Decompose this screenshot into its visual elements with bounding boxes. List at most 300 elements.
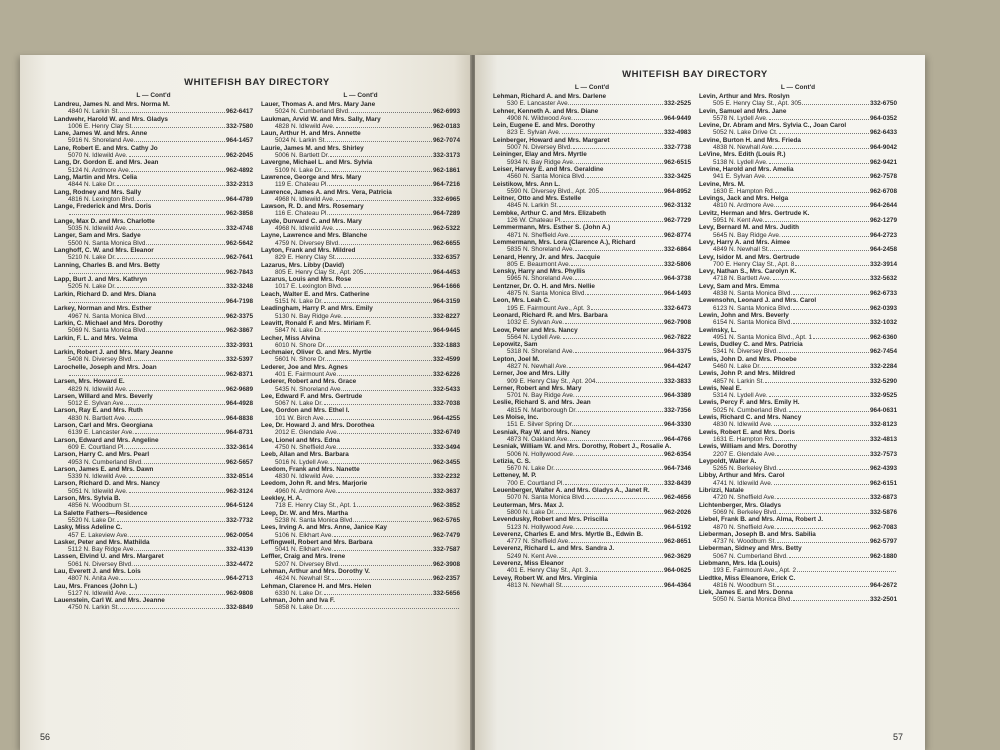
resident-name: Lichtenberger, Mrs. Gladys <box>699 501 782 509</box>
address-line <box>261 502 460 509</box>
directory-entry <box>54 407 253 422</box>
phone-number: 964-8731 <box>225 429 253 437</box>
directory-entry <box>261 305 460 320</box>
directory-entry <box>699 181 897 196</box>
directory-entry <box>261 510 460 525</box>
dot-leader <box>329 214 432 215</box>
dot-leader <box>117 287 225 288</box>
address-line <box>261 342 460 349</box>
resident-name: Lawrence, James A. and Mrs. Vera, Patricia <box>261 188 392 196</box>
phone-number: 964-4247 <box>663 362 691 370</box>
phone-number: 964-3159 <box>432 298 460 306</box>
address-line <box>699 275 897 282</box>
street-address: 1631 E. Hampton Rd. <box>713 435 775 443</box>
phone-number: 962-9421 <box>869 158 897 166</box>
phone-number: 962-4656 <box>663 494 691 502</box>
resident-name: Lepton, Joel M. <box>493 355 540 363</box>
resident-name: Leffler, Craig and Mrs. Irene <box>261 553 346 561</box>
resident-name: Levey, Robert W. and Mrs. Virginia <box>493 574 598 582</box>
directory-entry <box>493 429 691 444</box>
street-address: 5520 N. Lake Dr. <box>68 516 116 524</box>
phone-number: 962-8371 <box>225 370 253 378</box>
directory-entry <box>493 224 691 239</box>
directory-entry <box>699 516 897 531</box>
directory-entry <box>493 239 691 254</box>
address-line <box>699 348 897 355</box>
street-address: 5916 N. Shoreland Ave. <box>68 137 136 145</box>
street-address: 4968 N. Idlewild Ave. <box>275 195 335 203</box>
phone-number: 964-4453 <box>432 268 460 276</box>
street-address: 5265 N. Berkeley Blvd. <box>713 465 779 473</box>
resident-name: Lane, James W. and Mrs. Anne <box>54 130 148 138</box>
resident-name: Levitz, Herman and Mrs. Gertrude K. <box>699 209 810 217</box>
address-line <box>493 261 691 268</box>
resident-name: Lewis, John D. and Mrs. Phoebe <box>699 355 797 363</box>
street-address: 5050 N. Santa Monica Blvd. <box>713 596 793 604</box>
dot-leader <box>337 258 432 259</box>
phone-number: 962-6354 <box>663 450 691 458</box>
directory-entry <box>54 378 253 393</box>
street-address: 4951 N. Santa Monica Blvd., Apt. 1 <box>713 333 813 341</box>
dot-leader <box>559 557 663 558</box>
dot-leader <box>591 309 663 310</box>
dot-leader <box>137 200 225 201</box>
resident-name: Lederer, Robert and Mrs. Grace <box>261 378 357 386</box>
directory-entry <box>493 458 691 473</box>
phone-number: 332-5632 <box>869 275 897 283</box>
phone-number: 332-4813 <box>869 435 897 443</box>
directory-entry <box>493 122 691 137</box>
dot-leader <box>562 133 663 134</box>
address-line <box>493 348 691 355</box>
phone-number: 964-9449 <box>663 114 691 122</box>
street-address: 823 E. Sylvan Ave. <box>507 129 561 137</box>
street-address: 4968 N. Idlewild Ave. <box>275 225 335 233</box>
resident-name: Lee, Dr. Howard J. and Mrs. Dorothea <box>261 422 375 430</box>
phone-number: 964-7216 <box>432 181 460 189</box>
dot-leader <box>332 579 432 580</box>
address-line <box>493 115 691 122</box>
street-address: 6010 N. Shore Dr. <box>275 341 327 349</box>
address-line <box>54 590 253 597</box>
street-address: 5645 N. Bay Ridge Ave. <box>713 231 781 239</box>
address-line <box>699 538 897 545</box>
phone-number: 964-2723 <box>869 231 897 239</box>
address-line <box>699 436 897 443</box>
directory-entry <box>54 232 253 247</box>
street-address: 5070 N. Idlewild Ave. <box>68 152 128 160</box>
address-line <box>261 415 460 422</box>
dot-leader <box>136 141 225 142</box>
dot-leader <box>775 192 869 193</box>
street-address: 5249 N. Kent Ave. <box>507 552 559 560</box>
street-address: 5238 N. Santa Monica Blvd. <box>275 516 355 524</box>
resident-name: Larkey, Norman and Mrs. Esther <box>54 305 152 313</box>
dot-leader <box>777 498 869 499</box>
resident-name: Levine, Dr. Abram and Mrs. Sylvia C., Joan Carol <box>699 122 847 130</box>
directory-entry <box>493 254 691 269</box>
directory-entry <box>493 385 691 400</box>
phone-number: 962-6360 <box>869 333 897 341</box>
address-line <box>261 123 460 130</box>
address-line <box>699 290 897 297</box>
address-line <box>261 400 460 407</box>
phone-number: 962-7822 <box>663 333 691 341</box>
resident-name: Levy, Sam and Mrs. Emma <box>699 282 780 290</box>
resident-name: Leistikow, Mrs. Ann L. <box>493 180 560 188</box>
resident-name: Leverenz, Charles E. and Mrs. Myrtle B., Edwin B. <box>493 530 643 538</box>
directory-entry <box>261 597 460 612</box>
address-line <box>699 407 897 414</box>
address-line <box>54 225 253 232</box>
street-address: 4830 N. Bartlett Ave. <box>68 414 127 422</box>
dot-leader <box>793 600 869 601</box>
street-address: 4624 N. Newhall St. <box>275 575 332 583</box>
address-line <box>493 188 691 195</box>
dot-leader <box>121 579 225 580</box>
phone-number: 962-9808 <box>225 589 253 597</box>
directory-entry <box>261 335 460 350</box>
directory-entry <box>261 437 460 452</box>
street-address: 151 E. Silver Spring Dr. <box>507 421 574 429</box>
resident-name: Lau, Everett J. and Mrs. Lois <box>54 568 141 575</box>
dot-leader <box>131 171 225 172</box>
address-line <box>54 196 253 203</box>
street-address: 4844 N. Lake Dr. <box>68 181 116 189</box>
dot-leader <box>129 229 225 230</box>
resident-name: Larsen, Mrs. Howard E. <box>54 378 125 386</box>
address-line <box>493 159 691 166</box>
address-line <box>493 553 691 560</box>
resident-name: Liebmann, Mrs. Ida (Louis) <box>699 560 780 567</box>
street-address: 5951 N. Kent Ave. <box>713 217 765 225</box>
resident-name: Leonard, Richard R. and Mrs. Barbara <box>493 311 608 319</box>
phone-number: 962-6655 <box>432 239 460 247</box>
street-address: 4759 N. Diversey Blvd. <box>275 239 340 247</box>
dot-leader <box>578 411 663 412</box>
resident-name: Letteney, M. P. <box>493 472 537 480</box>
directory-entry <box>699 312 897 327</box>
phone-number: 962-9689 <box>225 385 253 393</box>
resident-name: Levine, Mrs. M. <box>699 180 745 188</box>
resident-name: Lange, Frederick and Mrs. Doris <box>54 203 152 211</box>
phone-number: 964-2672 <box>869 581 897 589</box>
resident-name: Lecher, Miss Alvina <box>261 334 321 342</box>
phone-number: 962-7843 <box>225 268 253 276</box>
phone-number: 332-8514 <box>225 473 253 481</box>
resident-name: Lee, Lionel and Mrs. Edna <box>261 436 340 444</box>
dot-leader <box>136 550 225 551</box>
dot-leader <box>563 221 663 222</box>
directory-entry <box>54 349 253 364</box>
address-line <box>699 144 897 151</box>
street-address: 829 E. Henry Clay St. <box>275 254 337 262</box>
dot-leader <box>129 477 225 478</box>
street-address: 101 W. Birch Ave. <box>275 414 326 422</box>
address-line <box>54 575 253 582</box>
directory-entry <box>261 466 460 481</box>
dot-leader <box>795 265 869 266</box>
phone-number: 964-4789 <box>225 195 253 203</box>
street-address: 5130 N. Bay Ridge Ave. <box>275 312 343 320</box>
dot-leader <box>336 477 432 478</box>
directory-entry <box>493 356 691 371</box>
dot-leader <box>776 206 869 207</box>
directory-entry <box>493 93 691 108</box>
resident-name: Larkin, Robert J. and Mrs. Mary Jeanne <box>54 349 173 357</box>
phone-number: 962-3629 <box>663 552 691 560</box>
directory-entry <box>261 218 460 233</box>
column-header: L — Cont'd <box>574 84 610 91</box>
street-address: 5006 N. Hollywood Ave. <box>507 450 575 458</box>
street-address: 4953 N. Cumberland Blvd. <box>68 458 143 466</box>
directory-entry <box>699 589 897 604</box>
dot-leader <box>338 492 432 493</box>
street-address: 4777 N. Sheffield Ave. <box>507 538 571 546</box>
street-address: 4828 N. Idlewild Ave. <box>275 122 335 130</box>
address-line <box>54 356 253 363</box>
address-line <box>699 392 897 399</box>
dot-leader <box>330 156 432 157</box>
phone-number: 962-8651 <box>663 538 691 546</box>
street-address: 530 E. Lancaster Ave. <box>507 100 570 108</box>
street-address: 4849 N. Newhall St. <box>713 246 770 254</box>
resident-name: Lang, Martin and Mrs. Celia <box>54 173 138 181</box>
phone-number: 964-3738 <box>663 275 691 283</box>
phone-number: 962-6708 <box>869 187 897 195</box>
resident-name: Lehman, Clarence H. and Mrs. Helen <box>261 582 372 590</box>
resident-name: Larson, Carl and Mrs. Georgiana <box>54 422 153 430</box>
directory-entry <box>699 151 897 166</box>
street-address: 5590 N. Diversey Blvd., Apt. 205 <box>507 187 600 195</box>
phone-number: 962-7729 <box>663 217 691 225</box>
directory-entry <box>699 429 897 444</box>
directory-entry <box>699 283 897 298</box>
phone-number: 332-7732 <box>225 516 253 524</box>
address-line <box>493 465 691 472</box>
street-address: 5124 N. Ardmore Ave. <box>68 166 131 174</box>
phone-number: 964-4255 <box>432 414 460 422</box>
address-line <box>493 217 691 224</box>
resident-name: La Salette Fathers—Residence <box>54 509 148 517</box>
address-line <box>54 604 253 611</box>
dot-leader <box>324 608 459 609</box>
resident-name: Lieberman, Joseph B. and Mrs. Sabilia <box>699 530 816 538</box>
street-address: 1630 E. Hampton Rd. <box>713 187 775 195</box>
dot-leader <box>587 177 663 178</box>
dot-leader <box>574 425 663 426</box>
resident-name: Lange, Max D. and Mrs. Charlotte <box>54 217 155 225</box>
street-address: 4827 N. Newhall Ave. <box>507 362 568 370</box>
phone-number: 962-5765 <box>432 516 460 524</box>
resident-name: Larson, Harry C. and Mrs. Pearl <box>54 451 150 459</box>
phone-number: 964-4928 <box>225 400 253 408</box>
phone-number: 962-6515 <box>663 158 691 166</box>
resident-name: Leslie, Richard S. and Mrs. Jean <box>493 399 591 407</box>
resident-name: Levine, Burton H. and Mrs. Frieda <box>699 136 801 144</box>
column-header: L — Cont'd <box>343 92 378 99</box>
resident-name: Lewis, Percy F. and Mrs. Emily H. <box>699 399 800 407</box>
directory-entry <box>261 203 460 218</box>
dot-leader <box>777 455 869 456</box>
address-line <box>54 444 253 451</box>
entry-list <box>699 93 897 604</box>
phone-number: 962-2357 <box>432 575 460 583</box>
column-left <box>54 92 253 612</box>
dot-leader <box>802 104 869 105</box>
resident-name: Lerner, Joe and Mrs. Lilly <box>493 370 570 378</box>
street-address: 5578 N. Lydell Ave. <box>713 114 768 122</box>
directory-entry <box>699 108 897 123</box>
phone-number: 964-4364 <box>663 581 691 589</box>
phone-number: 332-3425 <box>663 173 691 181</box>
directory-entry <box>54 320 253 335</box>
street-address: 700 E. Henry Clay St., Apt. 8 <box>713 260 795 268</box>
address-line <box>54 546 253 553</box>
address-line <box>493 232 691 239</box>
address-line <box>54 342 253 349</box>
phone-number: 962-6733 <box>869 290 897 298</box>
street-address: 5564 N. Lydell Ave. <box>507 333 562 341</box>
street-address: 4845 N. Larkin St. <box>507 202 559 210</box>
street-address: 5207 N. Diversey Blvd. <box>275 560 340 568</box>
dot-leader <box>565 484 663 485</box>
dot-leader <box>775 440 869 441</box>
phone-number: 332-6750 <box>869 100 897 108</box>
directory-entry <box>54 145 253 160</box>
directory-entry <box>54 422 253 437</box>
dot-leader <box>336 229 432 230</box>
resident-name: Lenard, Henry, Jr. and Mrs. Jacquie <box>493 253 601 261</box>
directory-entry <box>54 364 253 379</box>
address-line <box>261 517 460 524</box>
directory-entry <box>261 101 460 116</box>
phone-number: 332-4983 <box>663 129 691 137</box>
phone-number: 332-7587 <box>432 546 460 554</box>
dot-leader <box>574 119 663 120</box>
address-line <box>54 298 253 305</box>
dot-leader <box>569 367 663 368</box>
street-address: 2012 E. Glendale Ave. <box>275 429 339 437</box>
resident-name: Lassen, Elvind U. and Mrs. Margaret <box>54 553 164 561</box>
directory-entry <box>493 195 691 210</box>
address-line <box>261 575 460 582</box>
dot-leader <box>576 163 663 164</box>
address-line <box>261 269 460 276</box>
column-header: L — Cont'd <box>780 84 816 91</box>
phone-number: 962-6151 <box>869 479 897 487</box>
phone-number: 332-9525 <box>869 392 897 400</box>
address-line <box>699 451 897 458</box>
directory-entry <box>261 568 460 583</box>
dot-leader <box>341 244 432 245</box>
address-line <box>699 509 897 516</box>
directory-entry <box>261 130 460 145</box>
dot-leader <box>793 309 869 310</box>
directory-entry <box>493 487 691 502</box>
phone-number: 964-3330 <box>663 421 691 429</box>
directory-entry <box>699 341 897 356</box>
phone-number: 964-0625 <box>663 567 691 575</box>
dot-leader <box>576 528 663 529</box>
phone-number: 964-2644 <box>869 202 897 210</box>
address-line <box>54 137 253 144</box>
street-address: 5151 N. Lake Dr. <box>275 298 323 306</box>
page-title: WHITEFISH BAY DIRECTORY <box>184 77 330 88</box>
resident-name: Lerner, Robert and Mrs. Mary <box>493 384 582 392</box>
address-line <box>261 386 460 393</box>
phone-number: 962-2026 <box>663 508 691 516</box>
dot-leader <box>774 484 869 485</box>
address-line <box>699 188 897 195</box>
dot-leader <box>556 469 663 470</box>
directory-entry <box>493 531 691 546</box>
phone-number: 962-7908 <box>663 319 691 327</box>
dot-leader <box>69 302 225 303</box>
address-line <box>261 254 460 261</box>
address-line <box>261 546 460 553</box>
address-line <box>261 561 460 568</box>
directory-entry <box>54 393 253 408</box>
address-line <box>493 567 691 574</box>
street-address: 5051 N. Idlewild Ave. <box>68 487 128 495</box>
address-line <box>699 173 897 180</box>
address-line <box>699 217 897 224</box>
directory-entry <box>54 539 253 554</box>
street-address: 5670 N. Lake Dr. <box>507 465 555 473</box>
phone-number: 332-3494 <box>432 443 460 451</box>
address-line <box>54 459 253 466</box>
dot-leader <box>777 586 869 587</box>
directory-entry <box>699 122 897 137</box>
street-address: 4750 N. Larkin St. <box>68 604 120 612</box>
address-line <box>493 421 691 428</box>
directory-entry <box>54 510 253 525</box>
directory-entry <box>261 539 460 554</box>
street-address: 5035 N. Idlewild Ave. <box>68 225 128 233</box>
street-address: 4830 N. Idlewild Ave. <box>713 421 773 429</box>
street-address: 718 E. Henry Clay St., Apt. 1 <box>275 502 357 510</box>
resident-name: Lauer, Thomas A. and Mrs. Mary Jane <box>261 101 376 108</box>
column-left <box>493 84 691 604</box>
directory-entry <box>493 151 691 166</box>
entry-list <box>54 101 253 612</box>
resident-name: Leverenz, Richard L. and Mrs. Sandra J. <box>493 545 615 553</box>
directory-entry <box>699 531 897 546</box>
address-line <box>493 363 691 370</box>
dot-leader <box>769 163 869 164</box>
directory-entry <box>493 137 691 152</box>
phone-number: 964-1666 <box>432 283 460 291</box>
phone-number: 964-7198 <box>225 298 253 306</box>
dot-leader <box>126 404 225 405</box>
directory-entry <box>261 262 460 277</box>
directory-entry <box>54 116 253 131</box>
resident-name: Leuenberger, Walter A. and Mrs. Gladys A., Janet R. <box>493 487 650 495</box>
resident-name: Lapp, Burt J. and Mrs. Kathryn <box>54 276 148 284</box>
street-address: 5835 N. Shoreland Ave. <box>507 246 575 254</box>
street-address: 5007 N. Diversey Blvd. <box>507 144 572 152</box>
directory-entry <box>699 370 897 385</box>
street-address: 193 E. Fairmount Ave., Apt. 2 <box>713 567 797 575</box>
resident-name: Leverenz, Miss Eleanor <box>493 560 564 567</box>
dot-leader <box>327 360 432 361</box>
address-line <box>54 532 253 539</box>
address-line <box>54 167 253 174</box>
street-address: 6330 N. Lake Dr. <box>275 589 323 597</box>
street-address: 4870 N. Sheffield Ave. <box>713 523 777 531</box>
resident-name: Leitner, Otto and Mrs. Estelle <box>493 195 582 203</box>
